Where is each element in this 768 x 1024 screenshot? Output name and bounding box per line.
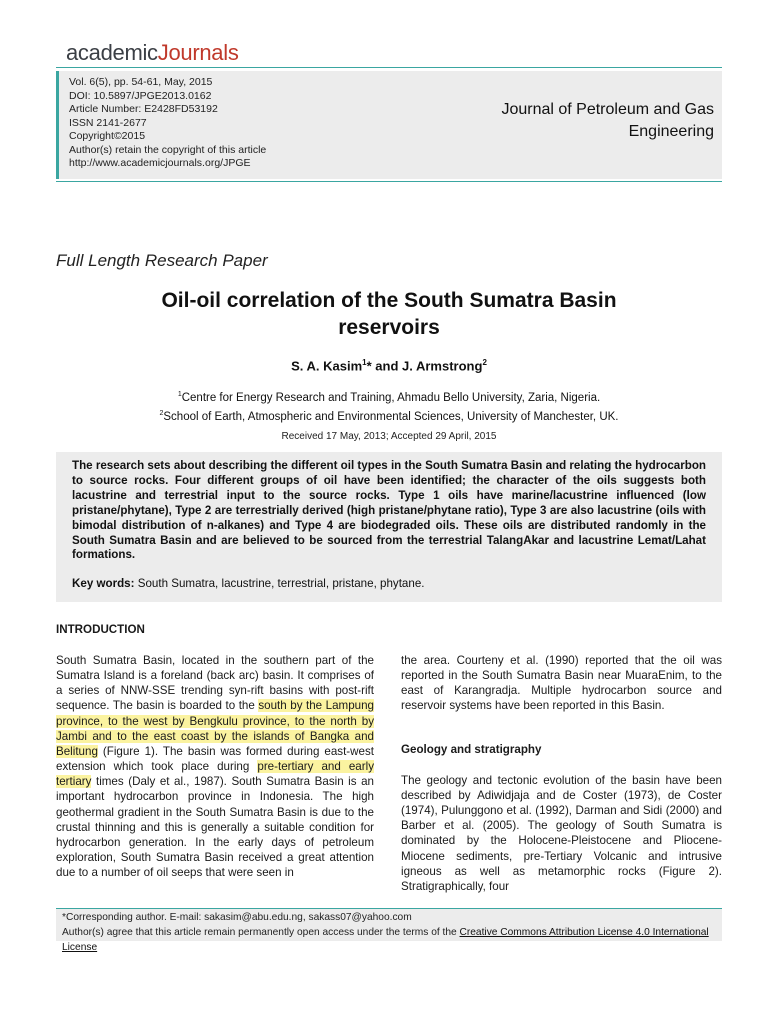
meta-copyright: Copyright©2015 [69,130,146,142]
highlight-age: pre-tertiary and early tertiary [56,760,374,789]
geology-heading: Geology and stratigraphy [401,742,542,756]
body-column-right [401,653,722,894]
paper-title: Oil-oil correlation of the South Sumatra Basin reservoirs [161,289,617,339]
paper-type: Full Length Research Paper [56,251,268,270]
received-dates: Received 17 May, 2013; Accepted 29 April, 2015 [281,431,497,442]
authors: S. A. Kasim$^1$* and J. Armstrong$^2$ [291,358,487,374]
journal-name: Journal of Petroleum and Gas Engineering [501,101,714,140]
highlight-boundaries: south by the Lampung province, to the west by Bengkulu province, to the north by Jambi and to the east coast by the islands of Bangka and Belitung [56,699,374,758]
abstract-box [56,452,722,602]
footnote-box [56,909,722,953]
license-note: Author(s) agree that this article remain permanently open access under the terms of the Creative Commons Attribution License 4.0 International License [62,927,709,953]
article-meta-box [56,71,722,179]
license-link[interactable]: Creative Commons Attribution License 4.0 International License [62,927,709,953]
meta-copyright-note: Author(s) retain the copyright of this article [69,143,267,156]
introduction-heading: INTRODUCTION [56,623,145,636]
meta-bottom-rule [56,181,722,182]
meta-issn: ISSN 2141-2677 [69,116,147,129]
meta-doi: DOI: 10.5897/JPGE2013.0162 [69,89,212,102]
introduction-continuation: the area. Courteny et al. (1990) reported that the oil was reported in the South Sumatra Basin near MuaraEnim, to the east of Karangradja. Multiple hydrocarbon source and reservoir systems have been reported in this Basin. [401,654,722,713]
keywords: Key words: South Sumatra, lacustrine, terrestrial, pristane, phytane. [72,577,425,591]
meta-journal-url[interactable]: http://www.academicjournals.org/JPGE [69,157,251,169]
affiliation-2: $^2$School of Earth, Atmospheric and Environmental Sciences, University of Manchester, UK. [159,409,619,423]
body-column-left [56,623,374,880]
meta-article-number: Article Number: E2428FD53192 [69,103,218,115]
article-meta-list [69,76,266,171]
abstract-text: The research sets about describing the different oil types in the South Sumatra Basin and relating the hydrocarbon to source rocks. Four different groups of oil have been identified; the character of the oils suggests both lacustrine and terrestrial input to the source rocks. Type 1 oils have marine/lacustrine influenced (low pristane/phytane), Type 2 are terrestrially derived (high pristane/phytane ratio), Type 3 are also lacustrine (oils with bimodal distribution of n-alkanes) and Type 4 are biodegraded oils. These oils are distributed randomly in the South Sumatra Basin and are believed to be sourced from the terrestrial TalangAkar and lacustrine Lemat/Lahat formations. [72,459,706,562]
affiliations [56,387,722,425]
meta-volume: Vol. 6(5), pp. 54-61, May, 2015 [69,76,213,88]
corresponding-author: *Corresponding author. E-mail: sakasim@abu.edu.ng, sakass07@yahoo.com [62,912,412,923]
affiliation-1: $^1$Centre for Energy Research and Training, Ahmadu Bello University, Zaria, Nigeria. [177,391,601,404]
header-rule [56,67,722,68]
publisher-logo: academicJournals [66,40,239,65]
introduction-paragraph: South Sumatra Basin, located in the southern part of the Sumatra Island is a foreland (back arc) basin. It comprises of a series of NNW-SSE trending syn-rift basins with post-rift sequence. The basin is boarded to the south by the Lampung province, to the west by Bengkulu province, to the north by Jambi and to the east coast by the islands of Bangka and Belitung (Figure 1). The basin was formed during east-west extension which took place during pre-tertiary and early tertiary times (Daly et al., 1987). South Sumatra Basin is an important hydrocarbon province in Indonesia. The high geothermal gradient in the South Sumatra Basin is due to the crustal thinning and this is generally a suitable condition for hydrocarbon generation. In the early days of petroleum exploration, South Sumatra Basin received a great attention due to a number of oil seeps that were seen in [56,654,374,880]
geology-paragraph: The geology and tectonic evolution of the basin have been described by Adiwidjaja and de Coster (1973), de Coster (1974), Pulunggono et al. (1992), Darman and Sidi (2000) and Barber et al. (2005). The geology of South Sumatra is dominated by the Holocene-Pleistocene and Pliocene-Miocene sediments, pre-Tertiary Volcanic and intrusive igneous as well as metamorphic rocks (Figure 2). Stratigraphically, four [401,773,722,893]
